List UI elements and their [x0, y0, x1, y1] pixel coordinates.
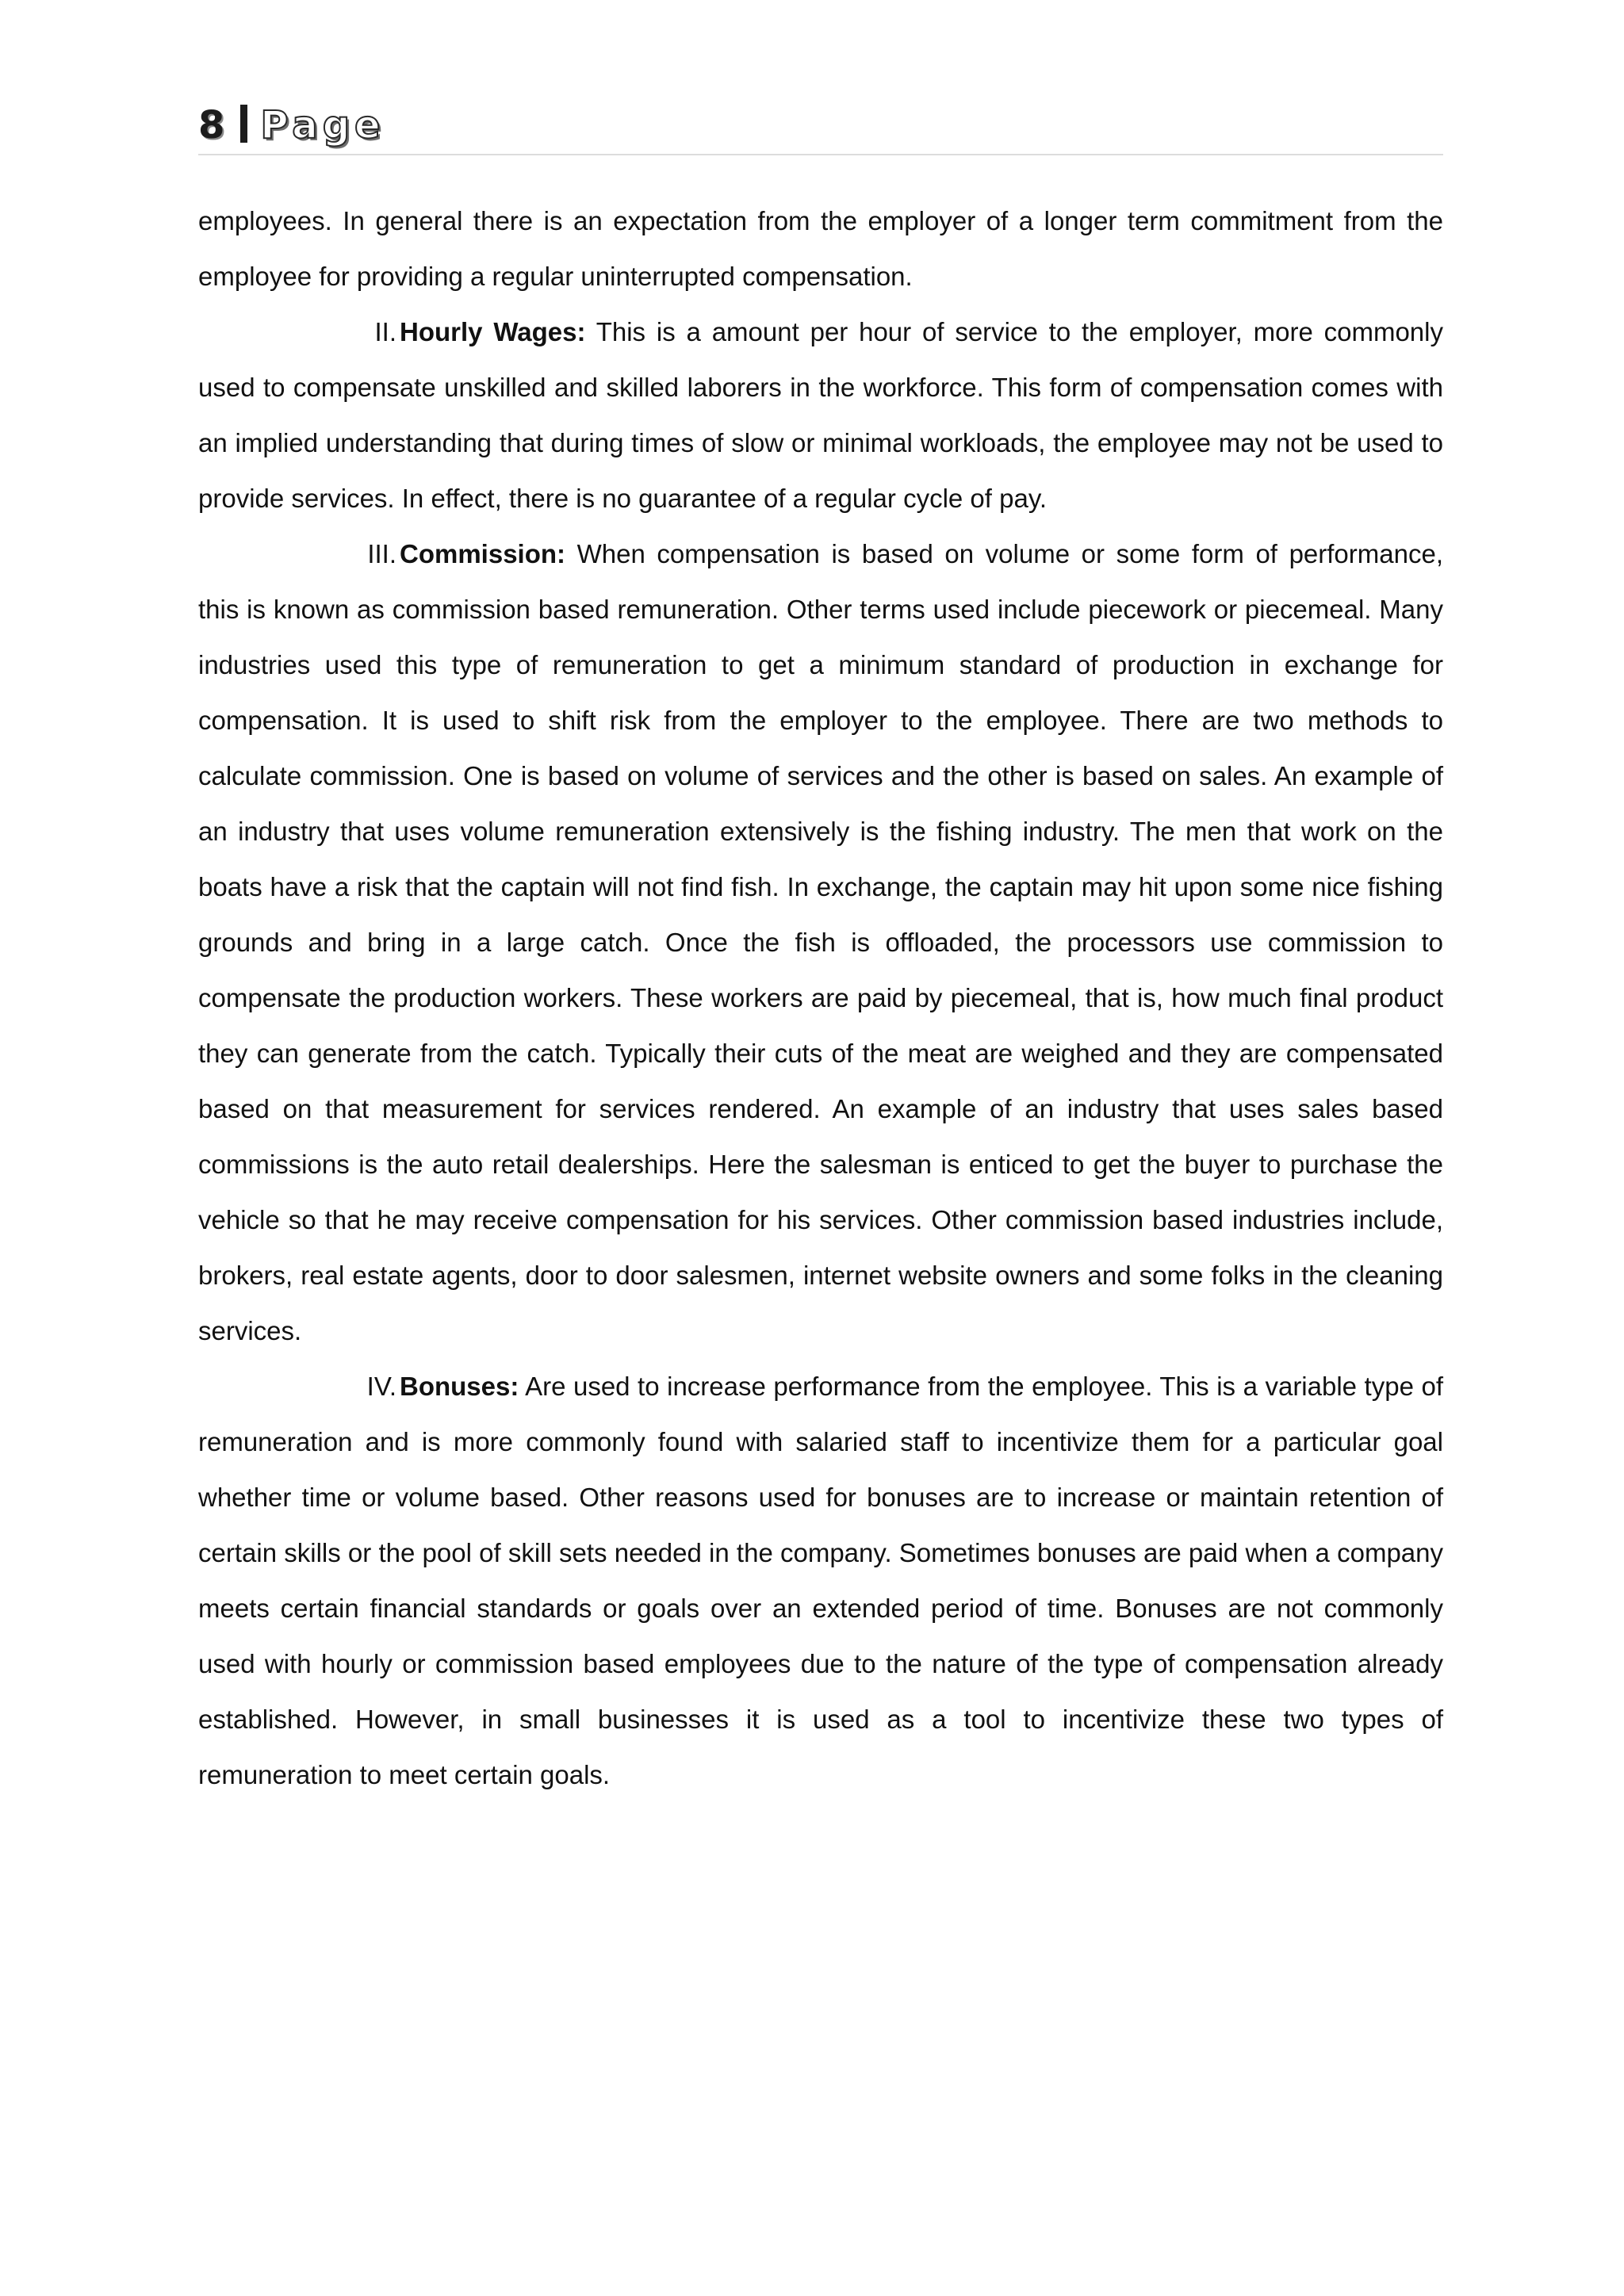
paragraph-continuation [198, 193, 1443, 304]
roman-numeral: II. [374, 317, 396, 346]
paragraph-text: employees. In general there is an expectation from the employer of a longer term commitment from the employee for providing a regular uninterrupted compensation. [198, 206, 1443, 291]
roman-numeral: III. [367, 539, 396, 568]
body-text [198, 193, 1443, 1803]
page-number-label [198, 101, 385, 149]
paragraph-text: Are used to increase performance from the employee. This is a variable type of remuneration and is more commonly found with salaried staff to incentivize them for a particular goal whether time or volume based. Other reasons used for bonuses are to increase or maintain retention of certain skills or the pool of skill sets needed in the company. Sometimes bonuses are paid when a company meets certain financial standards or goals over an extended period of time. Bonuses are not commonly used with hourly or commission based employees due to the nature of the type of compensation already established. However, in small businesses it is used as a tool to incentivize these two types of remuneration to meet certain goals. [198, 1372, 1443, 1789]
list-item-bonuses [198, 1359, 1443, 1803]
list-item-hourly-wages [198, 304, 1443, 526]
paragraph-text: When compensation is based on volume or some form of performance, this is known as commission based remuneration. Other terms used include piecework or piecemeal. Many industries used this type of remuneration to get a minimum standard of production in exchange for compensation. It is used to shift risk from the employer to the employee. There are two methods to calculate commission. One is based on volume of services and the other is based on sales. An example of an industry that uses volume remuneration extensively is the fishing industry. The men that work on the boats have a risk that the captain will not find fish. In exchange, the captain may hit upon some nice fishing grounds and bring in a large catch. Once the fish is offloaded, the processors use commission to compensate the production workers. These workers are paid by piecemeal, that is, how much final product they can generate from the catch. Typically their cuts of the meat are weighed and they are compensated based on that measurement for services rendered. An example of an industry that uses sales based commissions is the auto retail dealerships. Here the salesman is enticed to get the buyer to purchase the vehicle so that he may receive compensation for his services. Other commission based industries include, brokers, real estate agents, door to door salesmen, internet website owners and some folks in the cleaning services. [198, 539, 1443, 1345]
roman-numeral: IV. [366, 1372, 396, 1401]
term-heading: Bonuses: [400, 1372, 519, 1401]
separator-bar [240, 105, 247, 143]
paragraph-text: This is a amount per hour of service to the employer, more commonly used to compensate unskilled and skilled laborers in the workforce. This form of compensation comes with an implied understanding that during times of slow or minimal workloads, the employee may not be used to provide services. In effect, there is no guarantee of a regular cycle of pay. [198, 317, 1443, 513]
term-heading: Commission: [400, 539, 566, 568]
page-number: 8 [198, 103, 230, 147]
term-heading: Hourly Wages: [400, 317, 586, 346]
page-word: Page [260, 103, 385, 147]
page-header [198, 101, 1443, 155]
list-item-commission [198, 526, 1443, 1359]
